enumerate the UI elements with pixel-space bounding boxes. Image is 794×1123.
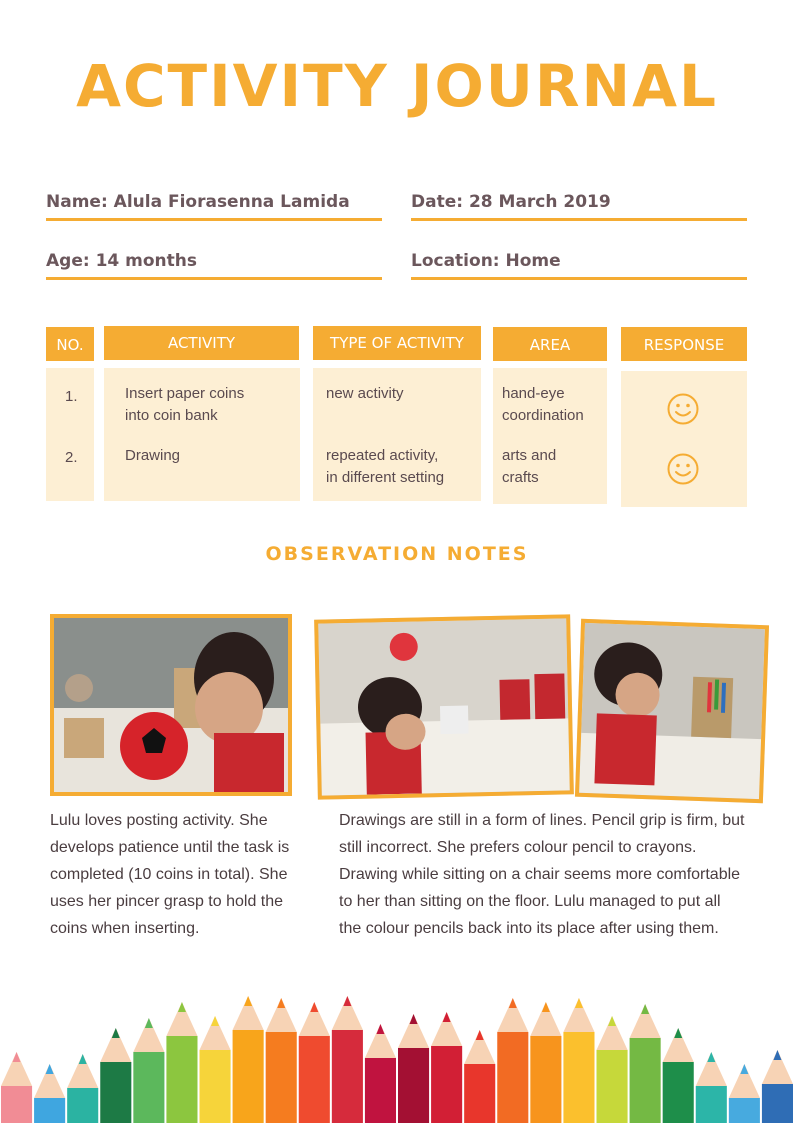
pencil-lead	[112, 1028, 120, 1038]
coin-bank-illustration	[54, 618, 288, 792]
header-response: RESPONSE	[621, 327, 747, 361]
row2-activity: Drawing	[125, 447, 181, 464]
note-left-line: uses her pincer grasp to hold the	[50, 893, 284, 910]
pencil-body	[133, 1052, 164, 1123]
pencil-body	[1, 1086, 32, 1123]
header-activity: ACTIVITY	[104, 326, 299, 360]
note-right-line: Drawings are still in a form of lines. Pencil grip is firm, but	[339, 812, 745, 829]
note-left	[50, 807, 289, 942]
pencil-body	[299, 1036, 330, 1123]
pencil-body	[530, 1036, 561, 1123]
column-response	[621, 371, 747, 507]
name-label: Name: Alula Fiorasenna Lamida	[46, 192, 350, 212]
pencil-lead	[707, 1052, 715, 1062]
pencil-body	[100, 1062, 131, 1123]
date-label: Date: 28 March 2019	[411, 192, 611, 212]
location-field	[411, 251, 747, 280]
pencil-lead	[376, 1024, 384, 1034]
page-title: ACTIVITY JOURNAL	[76, 52, 718, 120]
pencil-lead	[211, 1016, 219, 1026]
pencil-body	[762, 1084, 793, 1123]
colour-pencils-border	[0, 980, 794, 1123]
row1-area-line1: hand-eye	[502, 385, 565, 402]
row1-activity-line1: Insert paper coins	[125, 385, 245, 402]
pencil-lead	[476, 1030, 484, 1040]
row1-area	[502, 383, 584, 427]
pencil-body	[266, 1032, 297, 1123]
header-no: NO.	[46, 327, 94, 361]
pencil-lead	[443, 1012, 451, 1022]
note-right	[339, 807, 744, 942]
pencil-lead	[542, 1002, 550, 1012]
header-area: AREA	[493, 327, 607, 361]
age-field	[46, 251, 382, 280]
pencil-lead	[79, 1054, 87, 1064]
pencil-body	[166, 1036, 197, 1123]
pencil-body	[365, 1058, 396, 1123]
pencil-lead	[145, 1018, 153, 1028]
pencil-body	[67, 1088, 98, 1123]
row2-area	[502, 445, 556, 489]
drawing-illustration-2	[579, 623, 765, 799]
note-left-line: completed (10 coins in total). She	[50, 866, 288, 883]
note-left-line: develops patience until the task is	[50, 839, 290, 856]
row1-type: new activity	[326, 385, 404, 402]
pencil-body	[563, 1032, 594, 1123]
pencil-body	[696, 1086, 727, 1123]
pencil-body	[597, 1050, 628, 1123]
pencil-lead	[740, 1064, 748, 1074]
pencil-lead	[509, 998, 517, 1008]
photo-coin-bank	[50, 614, 292, 796]
pencil-lead	[343, 996, 351, 1006]
pencil-lead	[310, 1002, 318, 1012]
row2-area-line2: crafts	[502, 469, 539, 486]
note-right-line: to her than sitting on the floor. Lulu managed to put all	[339, 893, 721, 910]
pencil-body	[431, 1046, 462, 1123]
row1-no: 1.	[65, 388, 78, 405]
date-field	[411, 192, 747, 221]
row2-type-line2: in different setting	[326, 469, 445, 486]
pencil-lead	[277, 998, 285, 1008]
pencil-lead	[178, 1002, 186, 1012]
row1-activity	[125, 383, 244, 427]
row1-area-line2: coordination	[502, 407, 584, 424]
note-right-line: Drawing while sitting on a chair seems more comfortable	[339, 866, 741, 883]
smiley-face-icon	[667, 393, 699, 425]
header-type: TYPE OF ACTIVITY	[313, 326, 481, 360]
drawing-illustration-1	[318, 618, 570, 795]
pencil-lead	[641, 1004, 649, 1014]
photo-drawing-1	[314, 614, 574, 799]
pencil-body	[464, 1064, 495, 1123]
observation-notes-heading: OBSERVATION NOTES	[265, 543, 529, 565]
pencil-body	[332, 1030, 363, 1123]
pencil-body	[729, 1098, 760, 1123]
pencil-lead	[46, 1064, 54, 1074]
row1-activity-line2: into coin bank	[125, 407, 218, 424]
row2-no: 2.	[65, 449, 78, 466]
pencil-lead	[674, 1028, 682, 1038]
pencil-lead	[773, 1050, 781, 1060]
pencil-body	[233, 1030, 264, 1123]
pencil-lead	[575, 998, 583, 1008]
pencil-body	[200, 1050, 231, 1123]
row2-type	[326, 445, 444, 489]
pencil-body	[398, 1048, 429, 1123]
smiley-face-icon	[667, 453, 699, 485]
location-label: Location: Home	[411, 251, 561, 271]
pencil-body	[663, 1062, 694, 1123]
pencil-lead	[608, 1016, 616, 1026]
pencil-lead	[13, 1052, 21, 1062]
note-left-line: Lulu loves posting activity. She	[50, 812, 268, 829]
name-field	[46, 192, 382, 221]
pencil-body	[34, 1098, 65, 1123]
pencil-body	[497, 1032, 528, 1123]
photo-drawing-2	[575, 619, 769, 803]
pencil-lead	[410, 1014, 418, 1024]
age-label: Age: 14 months	[46, 251, 197, 271]
pencil-body	[630, 1038, 661, 1123]
note-left-line: coins when inserting.	[50, 920, 200, 937]
note-right-line: still incorrect. She prefers colour pencil to crayons.	[339, 839, 697, 856]
note-right-line: the colour pencils back into its place after using them.	[339, 920, 719, 937]
pencil-lead	[244, 996, 252, 1006]
row2-type-line1: repeated activity,	[326, 447, 439, 464]
row2-area-line1: arts and	[502, 447, 557, 464]
